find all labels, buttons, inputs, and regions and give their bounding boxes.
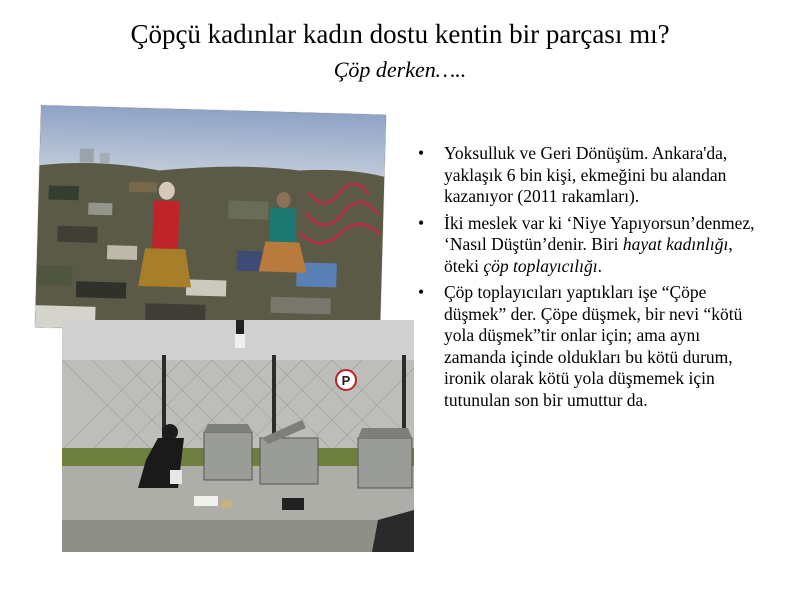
bullet-item-poverty: [418, 143, 763, 208]
bullet-marker: •: [418, 143, 425, 163]
bullet-text: Yoksulluk ve Geri Dönüşüm. Ankara'da, yaklaşık 6 bin kişi, ekmeğini bu alandan kazanıyor (2011 rakamları).: [444, 143, 728, 206]
bullet-item-two-professions: [418, 213, 763, 278]
bullet-text: , öteki: [444, 234, 733, 276]
slide-title: Çöpçü kadınlar kadın dostu kentin bir parçası mı?: [130, 19, 670, 49]
landfill-women-photo: [35, 105, 386, 337]
bullet-italic-term: çöp toplayıcılığı: [483, 255, 598, 276]
bullet-marker: •: [418, 282, 425, 302]
bullet-marker: •: [418, 212, 425, 233]
bullet-text: Çöp toplayıcıları yaptıkları işe “Çöpe düşmek” der. Çöpe düşmek, bir nevi “kötü yola düşmek”tir onlar için; ama aynı zamanda içinde oldukları bu kötü durum, ironik olarak kötü yola düşmemek için tutunulan son bir umuttur da.: [444, 282, 743, 410]
bullet-text: .: [597, 255, 602, 276]
woman-at-garbage-containers-photo: [62, 320, 414, 552]
slide-subtitle: Çöp derken…..: [333, 57, 467, 82]
bullet-item-falling-into-garbage: [418, 282, 763, 411]
parking-sign: P: [341, 373, 351, 388]
bullet-text: İki meslek var ki ‘Niye Yapıyorsun’denmez, ‘Nasıl Düştün’denir. Biri: [444, 212, 755, 254]
bullet-italic-term: hayat kadınlığı: [622, 234, 729, 254]
bullet-list: [418, 143, 763, 416]
